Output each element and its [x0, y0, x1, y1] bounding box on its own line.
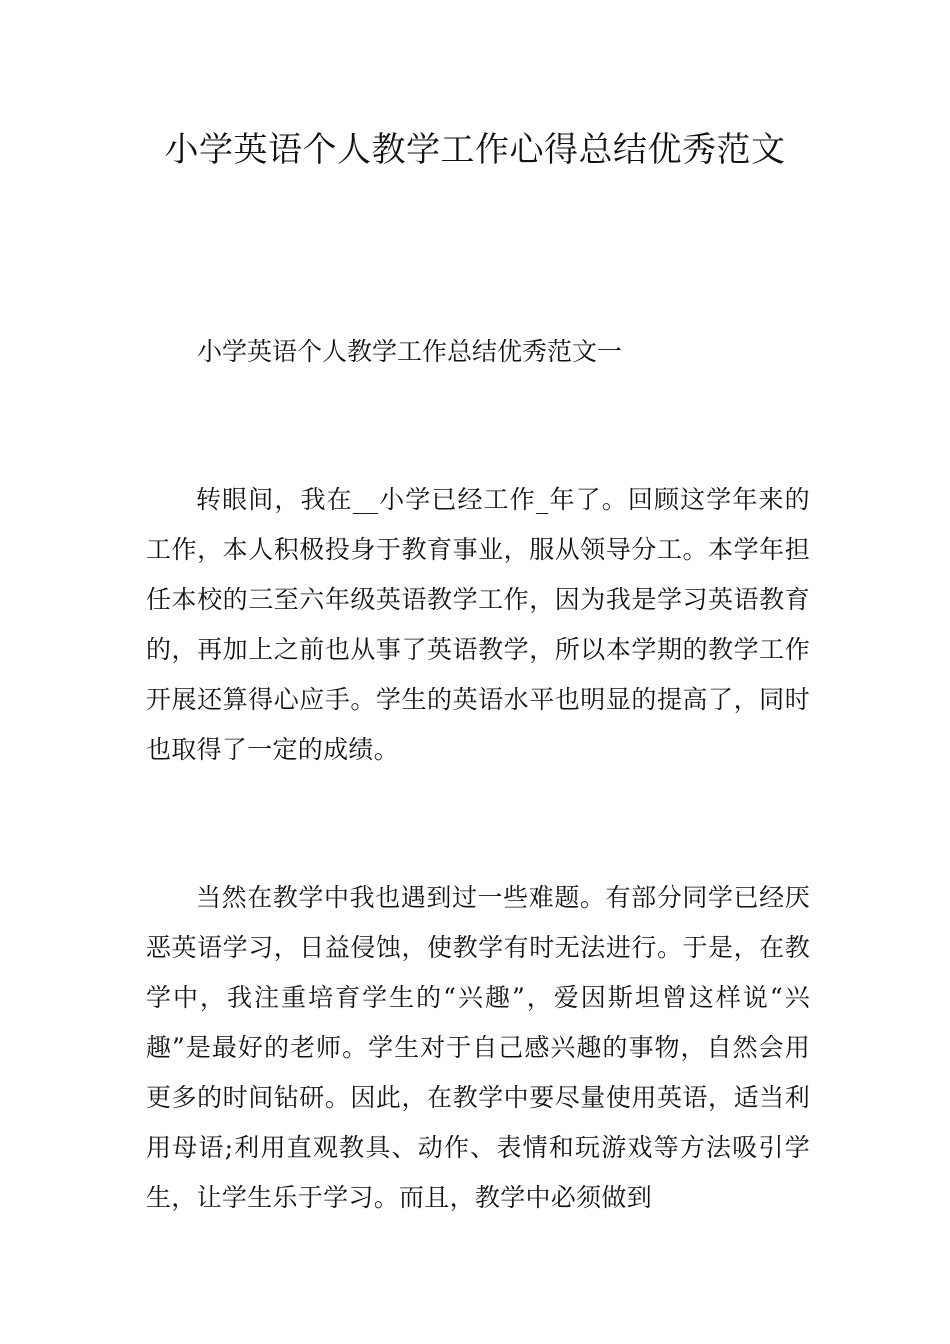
section-heading: 小学英语个人教学工作总结优秀范文一 — [197, 337, 623, 366]
body-paragraph: 转眼间，我在__小学已经工作_年了。回顾这学年来的工作，本人积极投身于教育事业，服从领导分工。本学年担任本校的三至六年级英语教学工作，因为我是学习英语教育的，再加上之前也从事了英语教学，所以本学期的教学工作开展还算得心应手。学生的英语水平也明显的提高了，同时也取得了一定的成绩。 — [146, 485, 810, 764]
document-title: 小学英语个人教学工作心得总结优秀范文 — [164, 130, 786, 170]
body-paragraph: 当然在教学中我也遇到过一些难题。有部分同学已经厌恶英语学习，日益侵蚀，使教学有时无法进行。于是，在教学中，我注重培育学生的“兴趣”，爱因斯坦曾这样说“兴趣”是最好的老师。学生对于自己感兴趣的事物，自然会用更多的时间钻研。因此，在教学中要尽量使用英语，适当利用母语;利用直观教具、动作、表情和玩游戏等方法吸引学生，让学生乐于学习。而且，教学中必须做到 — [146, 883, 810, 1212]
